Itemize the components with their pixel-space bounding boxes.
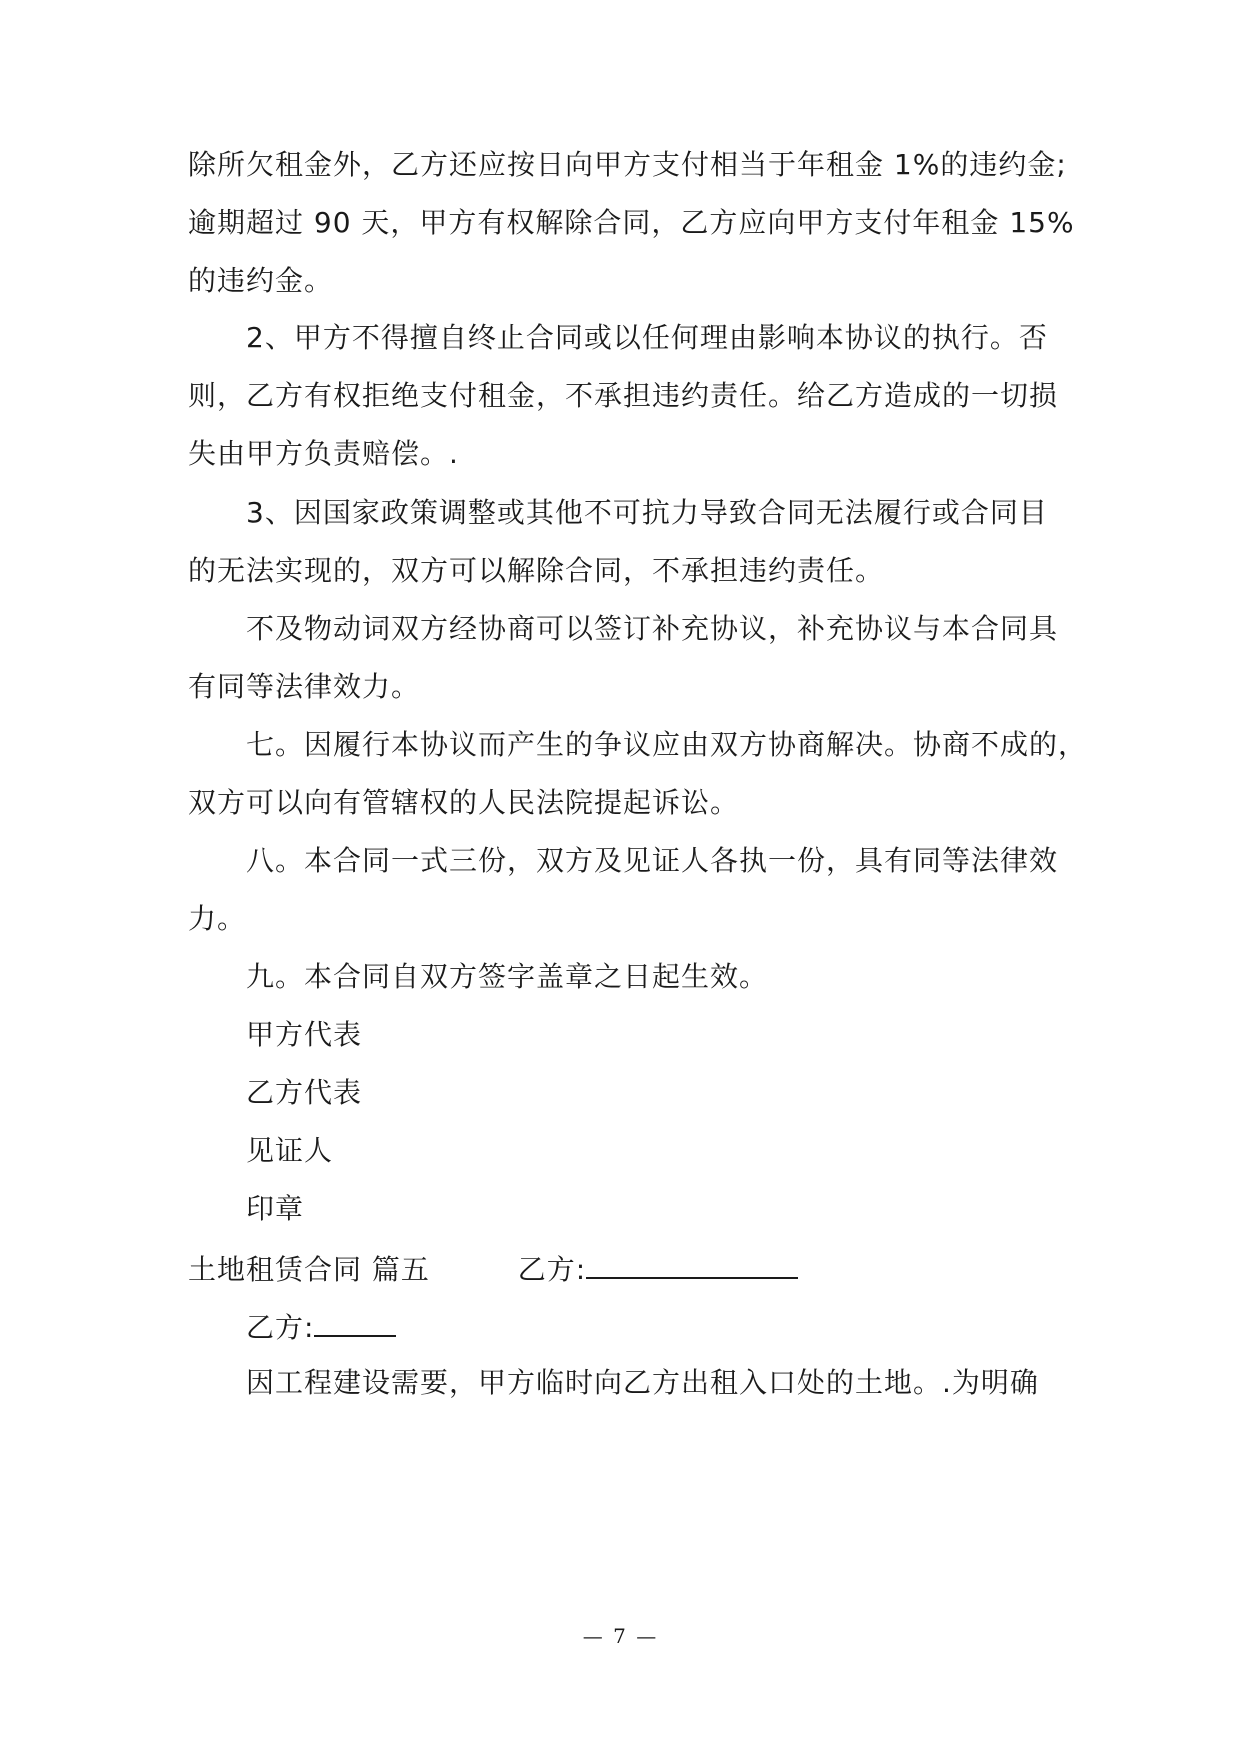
text-line: 不及物动词双方经协商可以签订补充协议，补充协议与本合同具 <box>246 612 1059 645</box>
text-line: 双方可以向有管辖权的人民法院提起诉讼。 <box>188 786 740 819</box>
text-line: 的无法实现的，双方可以解除合同，不承担违约责任。 <box>188 554 885 587</box>
party-b-label: 乙方: <box>517 1253 587 1286</box>
party-b-blank-field <box>314 1305 396 1337</box>
signature-label-witness: 见证人 <box>246 1134 334 1167</box>
text-line: 3、因国家政策调整或其他不可抗力导致合同无法履行或合同目 <box>246 496 1048 529</box>
text-line: 则，乙方有权拒绝支付租金，不承担违约责任。给乙方造成的一切损 <box>188 379 1059 412</box>
text-line: 除所欠租金外，乙方还应按日向甲方支付相当于年租金 1%的违约金; <box>188 148 1067 181</box>
text-line: 因工程建设需要，甲方临时向乙方出租入口处的土地。.为明确 <box>246 1366 1039 1399</box>
signature-label-party-b: 乙方代表 <box>246 1076 363 1109</box>
text-line: 七。因履行本协议而产生的争议应由双方协商解决。协商不成的， <box>246 728 1088 761</box>
text-line: 力。 <box>188 902 247 935</box>
text-line: 2、甲方不得擅自终止合同或以任何理由影响本协议的执行。否 <box>246 321 1048 354</box>
text-line: 失由甲方负责赔偿。. <box>188 437 459 470</box>
text-line: 逾期超过 90 天，甲方有权解除合同，乙方应向甲方支付年租金 15% <box>188 206 1075 239</box>
section-title: 土地租赁合同 篇五 <box>188 1253 430 1286</box>
text-line: 八。本合同一式三份，双方及见证人各执一份，具有同等法律效 <box>246 844 1059 877</box>
party-b-line <box>246 1305 396 1348</box>
party-b-label: 乙方: <box>246 1311 315 1344</box>
text-line: 九。本合同自双方签字盖章之日起生效。 <box>246 960 769 993</box>
page-number: — 7 — <box>582 1624 659 1648</box>
signature-label-party-a: 甲方代表 <box>246 1018 363 1051</box>
section-heading-line <box>188 1247 798 1290</box>
party-b-blank-field <box>586 1247 798 1279</box>
signature-label-seal: 印章 <box>246 1192 305 1225</box>
text-line: 的违约金。 <box>188 264 334 297</box>
text-line: 有同等法律效力。 <box>188 670 421 703</box>
